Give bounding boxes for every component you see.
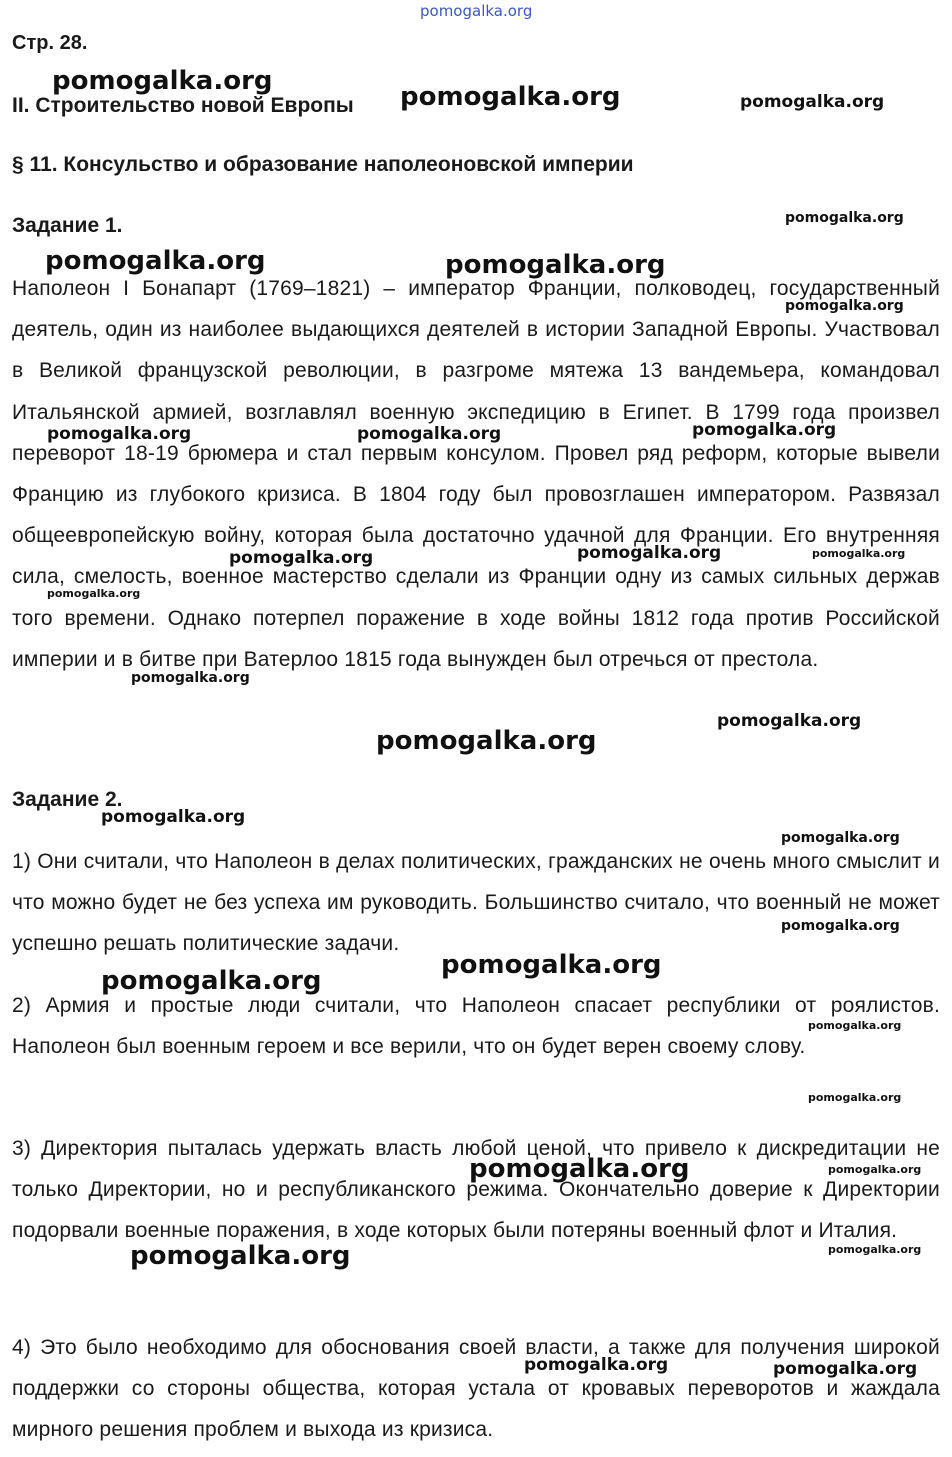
watermark: pomogalka.org [131,670,250,686]
watermark: pomogalka.org [101,966,322,996]
watermark: pomogalka.org [400,82,621,112]
watermark: pomogalka.org [785,210,904,226]
watermark: pomogalka.org [47,587,141,600]
watermark: pomogalka.org [577,543,722,563]
watermark: pomogalka.org [524,1355,669,1375]
watermark: pomogalka.org [781,918,900,934]
watermark: pomogalka.org [717,711,862,731]
watermark: pomogalka.org [692,420,837,440]
watermark: pomogalka.org [808,1019,902,1032]
task2-heading: Задание 2. [12,788,123,811]
task2-answer-4: 4) Это было необходимо для обоснования своей власти, а также для получения широкой поддержки со стороны общества, которая устала от кровавых переворотов и жаждала мирного решения проблем и выхода из кризиса. [12,1336,940,1442]
watermark: pomogalka.org [52,66,273,96]
task2-answer-2: 2) Армия и простые люди считали, что Наполеон спасает республики от роялистов. Наполеон был военным героем и все верили, что он будет верен своему слову. [12,994,940,1059]
watermark: pomogalka.org [376,726,597,756]
watermark: pomogalka.org [828,1243,922,1256]
watermark: pomogalka.org [357,424,502,444]
watermark: pomogalka.org [47,424,192,444]
watermark: pomogalka.org [773,1359,918,1379]
page-number: Стр. 28. [12,32,88,54]
watermark: pomogalka.org [445,250,666,280]
task1-heading: Задание 1. [12,214,123,237]
watermark: pomogalka.org [828,1163,922,1176]
watermark: pomogalka.org [130,1241,351,1271]
watermark: pomogalka.org [781,830,900,846]
watermark: pomogalka.org [101,807,246,827]
watermark: pomogalka.org [45,246,266,276]
task1-text: Наполеон I Бонапарт (1769–1821) – император Франции, полководец, государственный деятель, один из наиболее выдающихся деятелей в истории Западной Европы. Участвовал в Великой французской революции, в разгроме мятежа 13 вандемьера, командовал Итальянской армией, возглавлял военную экспедицию в Египет. В 1799 года произвел переворот 18-19 брюмера и стал первым консулом. Провел ряд реформ, которые вывели Францию из глубокого кризиса. В 1804 году был провозглашен императором. Развязал общеевропейскую войну, которая была достаточно удачной для Франции. Его внутренняя сила, смелость, военное мастерство сделали из Франции одну из самых сильных держав того времени. Однако потерпел поражение в ходе войны 1812 года против Российской империи и в битве при Ватерлоо 1815 года вынужден был отречься от престола. [12,277,940,671]
watermark: pomogalka.org [785,298,904,314]
task2-answer-1: 1) Они считали, что Наполеон в делах политических, гражданских не очень много смыслит и что можно будет не без успеха им руководить. Большинство считало, что военный не может успешно решать политические задачи. [12,850,940,956]
watermark: pomogalka.org [808,1091,902,1104]
watermark: pomogalka.org [812,547,906,560]
watermark: pomogalka.org [740,92,885,112]
part-title: II. Строительство новой Европы [12,94,354,117]
watermark: pomogalka.org [420,2,533,20]
watermark: pomogalka.org [469,1154,690,1184]
watermark: pomogalka.org [229,548,374,568]
section-title: § 11. Консульство и образование наполеоновской империи [12,153,634,176]
task2-answer-3: 3) Директория пыталась удержать власть любой ценой, что привело к дискредитации не только Директории, но и республиканского режима. Окончательно доверие к Директории подорвали военные поражения, в ходе которых были потеряны военный флот и Италия. [12,1137,940,1243]
watermark: pomogalka.org [441,950,662,980]
